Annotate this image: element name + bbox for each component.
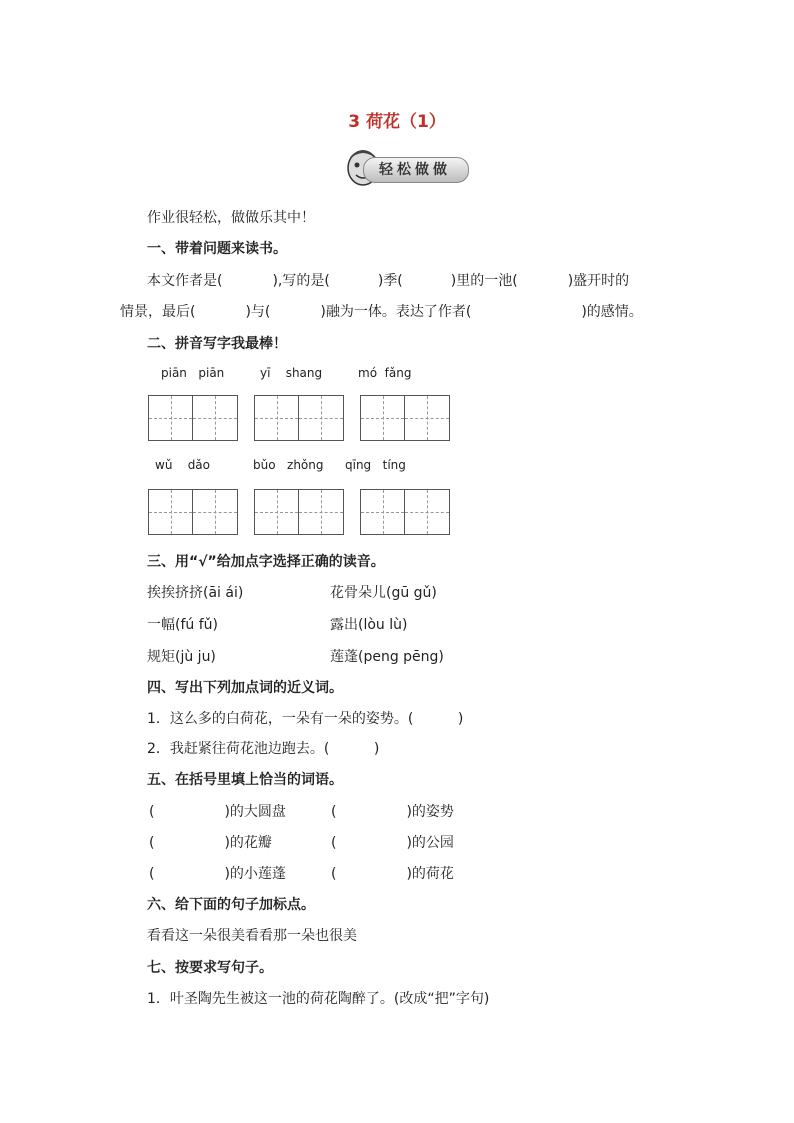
- badge-text: 轻松做做: [379, 162, 451, 178]
- question-item: 2．我赶紧往荷花池边跑去。( ): [147, 741, 380, 757]
- fill-item: ( )的荷花: [331, 866, 454, 882]
- pinyin-4: wǔ dǎo: [155, 458, 210, 472]
- section-7-heading: 七、按要求写句子。: [147, 960, 273, 976]
- pinyin-5: bǔo zhǒng: [253, 458, 324, 472]
- fill-item: ( )的公园: [331, 835, 454, 851]
- choice-item: 花骨朵儿(gū gǔ): [330, 585, 437, 601]
- choice-item: 莲蓬(peng pēng): [330, 649, 444, 665]
- section-4-heading: 四、写出下列加点词的近义词。: [147, 680, 343, 696]
- writing-grid[interactable]: [360, 395, 450, 441]
- pinyin-2: yī shang: [260, 366, 323, 380]
- pinyin-1: piān piān: [161, 366, 225, 380]
- rewrite-item: 1．叶圣陶先生被这一池的荷花陶醉了。(改成“把”字句): [147, 991, 490, 1007]
- punctuation-sentence: 看看这一朵很美看看那一朵也很美: [147, 928, 357, 944]
- choice-item: 规矩(jù ju): [147, 649, 216, 665]
- section-6-heading: 六、给下面的句子加标点。: [147, 897, 315, 913]
- pinyin-3: mó fǎng: [358, 366, 412, 380]
- fill-item: ( )的大圆盘: [149, 804, 286, 820]
- badge: [345, 146, 471, 190]
- choice-item: 一幅(fú fǔ): [147, 617, 218, 633]
- writing-grid[interactable]: [148, 489, 238, 535]
- writing-grid[interactable]: [148, 395, 238, 441]
- writing-grid[interactable]: [254, 489, 344, 535]
- page-title: 3 荷花（1）: [348, 112, 446, 132]
- choice-item: 露出(lòu lù): [330, 617, 408, 633]
- fill-item: ( )的姿势: [331, 804, 454, 820]
- sec1-line2: 情景，最后( )与( )融为一体。表达了作者( )的感情。: [120, 304, 643, 320]
- choice-item: 挨挨挤挤(āi ái): [147, 585, 244, 601]
- section-3-heading: 三、用“√”给加点字选择正确的读音。: [147, 554, 385, 570]
- question-item: 1．这么多的白荷花，一朵有一朵的姿势。( ): [147, 711, 464, 727]
- pinyin-6: qīng tíng: [345, 458, 406, 472]
- writing-grid[interactable]: [254, 395, 344, 441]
- section-2-heading: 二、拼音写字我最棒！: [147, 336, 287, 352]
- writing-grid[interactable]: [360, 489, 450, 535]
- section-1-heading: 一、带着问题来读书。: [147, 241, 287, 257]
- intro-text: 作业很轻松，做做乐其中！: [147, 210, 315, 226]
- sec1-line1: 本文作者是( ),写的是( )季( )里的一池( )盛开时的: [147, 273, 630, 289]
- section-5-heading: 五、在括号里填上恰当的词语。: [147, 772, 343, 788]
- fill-item: ( )的花瓣: [149, 835, 272, 851]
- fill-item: ( )的小莲蓬: [149, 866, 286, 882]
